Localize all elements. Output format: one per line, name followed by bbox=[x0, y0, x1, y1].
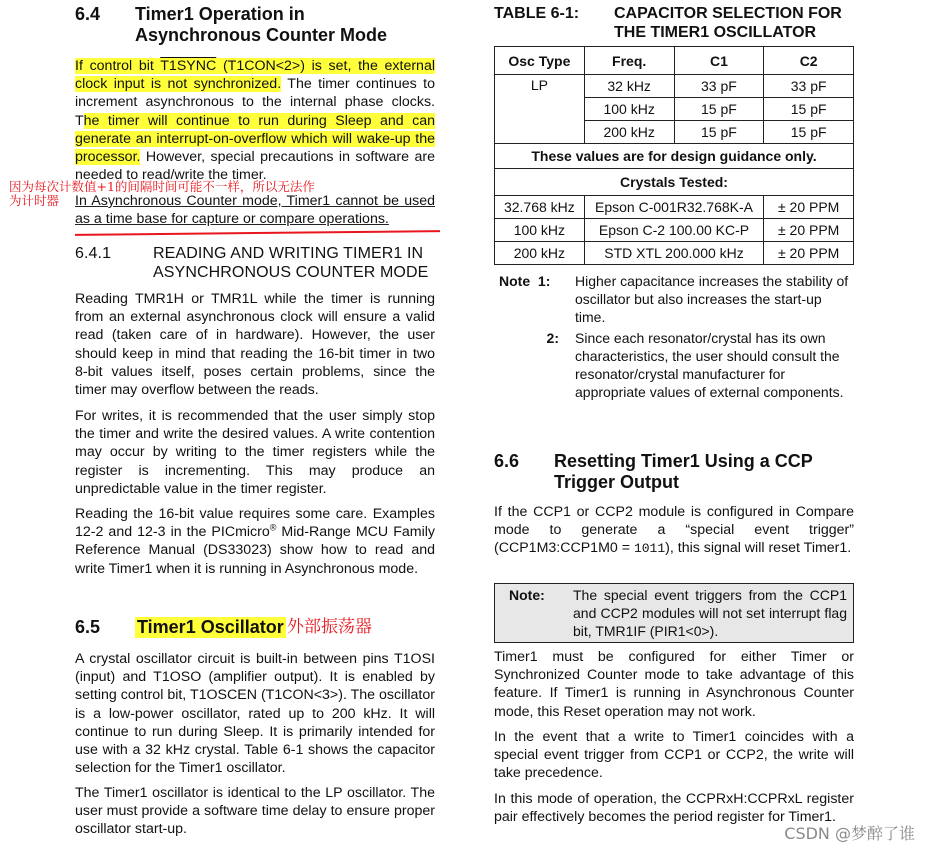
section-6-5-paragraph-1: A crystal oscillator circuit is built-in between pins T1OSI (input) and T1OSO (amplifier output). It is enabled by setting control bit, T1OSCEN (T1CON<3>). The oscillator is a low-power oscillator, rated up to 200 kHz. It will continue to run during Sleep. It is primarily intended for use with a 32 kHz crystal. Table 6-1 shows the capacitor selection for the Timer1 oscillator. bbox=[75, 651, 435, 777]
column-header: C1 bbox=[674, 47, 764, 75]
section-6-6-paragraph-1: If the CCP1 or CCP2 module is configured in Compare mode to generate a “special event trigger” (CCP1M3:CCP1M0 = 1011), this signal will reset Timer1. bbox=[494, 504, 854, 557]
section-number: 6.6 bbox=[494, 451, 520, 471]
section-6-4-heading bbox=[75, 4, 435, 46]
section-6-4-paragraph-1: If control bit T1SYNC (T1CON<2>) is set, the external clock input is not synchronized. The timer continues to increment asynchronous to the internal phase clocks. The timer will continue to run during Sleep and can generate an interrupt-on-overflow which will wake-up the processor. However, special precautions in software are needed to read/write the timer. bbox=[75, 58, 435, 184]
osc-type-cell: LP bbox=[495, 75, 585, 144]
note-box: Note: The special event triggers from the CCP1 and CCP2 modules will not set interrupt flag bit, TMR1IF (PIR1<0>). bbox=[494, 583, 854, 643]
section-6-6-paragraph-2: Timer1 must be configured for either Timer or Synchronized Counter mode to take advantage of this feature. If Timer1 is running in Asynchronous Counter mode, this Reset operation may not work. bbox=[494, 649, 854, 720]
column-header: C2 bbox=[764, 47, 854, 75]
table-row: 200 kHz 15 pF 15 pF bbox=[495, 121, 854, 144]
red-underline bbox=[75, 230, 440, 236]
section-6-6-paragraph-3: In the event that a write to Timer1 coincides with a special event trigger from CCP1 or CCP2, the write will take precedence. bbox=[494, 729, 854, 782]
annotation-chinese-note: 因为每次计数值+1的间隔时间可能不一样，所以无法作 为计时器 bbox=[9, 179, 315, 208]
section-6-4-1-paragraph-1: Reading TMR1H or TMR1L while the timer is running from an external asynchronous clock will ensure a valid read (taken care of in hardware). However, the user should keep in mind that reading the 16-bit timer in two 8-bit values itself, poses certain problems, since the timer may overflow between the reads. bbox=[75, 291, 435, 399]
section-title: Timer1 Oscillator bbox=[137, 617, 284, 637]
section-6-6-heading bbox=[494, 451, 854, 493]
section-title: Timer1 Operation in Asynchronous Counter Mode bbox=[135, 4, 388, 45]
section-number: 6.4 bbox=[75, 4, 101, 24]
table-row: 200 kHz STD XTL 200.000 kHz ± 20 PPM bbox=[495, 242, 854, 265]
table-header-row bbox=[495, 47, 854, 75]
annotation-external-oscillator: 外部振荡器 bbox=[287, 617, 372, 637]
watermark: CSDN @梦醉了谁 bbox=[784, 824, 915, 843]
table-notes bbox=[499, 272, 855, 401]
highlight: he timer will continue to run during Sleep and can generate an interrupt-on-overflow which will wake-up the processor. bbox=[75, 112, 435, 166]
table-6-1-title: TABLE 6-1: CAPACITOR SELECTION FOR THE TIMER1 OSCILLATOR bbox=[494, 5, 842, 41]
section-6-4-1-paragraph-2: For writes, it is recommended that the user simply stop the timer and write the desired values. A write contention may occur by writing to the timer registers while the register is incrementing. This may produce an unpredictable value in the timer register. bbox=[75, 408, 435, 497]
column-header: Osc Type bbox=[495, 47, 585, 75]
table-row: 100 kHz 15 pF 15 pF bbox=[495, 98, 854, 121]
section-6-5-paragraph-2: The Timer1 oscillator is identical to the LP oscillator. The user must provide a software time delay to ensure proper oscillator start-up. bbox=[75, 785, 435, 838]
note-1: Note 1: Higher capacitance increases the stability of oscillator but also increases the start-up time. bbox=[499, 273, 849, 326]
section-number: 6.4.1 bbox=[75, 245, 112, 262]
section-title: Resetting Timer1 Using a CCP Trigger Output bbox=[554, 451, 813, 492]
section-6-4-1-heading bbox=[75, 244, 435, 282]
table-row: 100 kHz Epson C-2 100.00 KC-P ± 20 PPM bbox=[495, 219, 854, 242]
crystals-tested-title: Crystals Tested: bbox=[495, 169, 854, 196]
section-6-6-paragraph-4: In this mode of operation, the CCPRxH:CCPRxL register pair effectively becomes the period register for Timer1. bbox=[494, 791, 854, 826]
note-2: 2: Since each resonator/crystal has its own characteristics, the user should consult the resonator/crystal manufacturer for appropriate values of external components. bbox=[546, 329, 844, 401]
table-row bbox=[495, 144, 854, 169]
table-row: LP 32 kHz 33 pF 33 pF bbox=[495, 75, 854, 98]
section-6-4-paragraph-2: In Asynchronous Counter mode, Timer1 cannot be used as a time base for capture or compare operations. bbox=[75, 193, 435, 228]
section-6-4-1-paragraph-3: Reading the 16-bit value requires some care. Examples 12-2 and 12-3 in the PICmicro® Mid-Range MCU Family Reference Manual (DS33023) show how to read and write Timer1 when it is running in Asynchronous mode. bbox=[75, 506, 435, 577]
highlight: If control bit T1SYNC (T1CON<2>) is set, the external clock input is not synchronized. bbox=[75, 58, 435, 93]
section-6-5-heading bbox=[75, 617, 435, 638]
section-title: READING AND WRITING TIMER1 IN ASYNCHRONOUS COUNTER MODE bbox=[153, 245, 429, 281]
section-number: 6.5 bbox=[75, 617, 101, 637]
table-row: 32.768 kHz Epson C-001R32.768K-A ± 20 PPM bbox=[495, 196, 854, 219]
column-header: Freq. bbox=[584, 47, 674, 75]
capacitor-selection-table bbox=[494, 46, 854, 265]
table-row bbox=[495, 169, 854, 196]
guidance-note: These values are for design guidance only. bbox=[495, 144, 854, 169]
